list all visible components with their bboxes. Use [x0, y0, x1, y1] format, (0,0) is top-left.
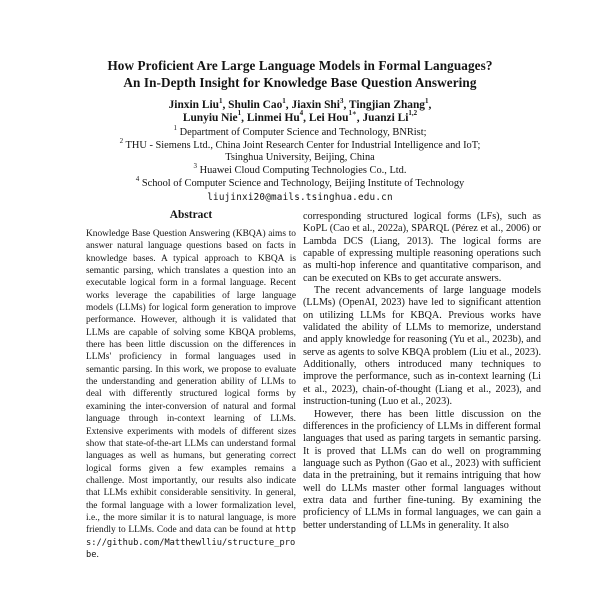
body-paragraph: However, there has been little discussion on the differences in the proficiency of LLMs in different formal languages that used as paring targets in semantic parsing. It is proved that LLMs can do well on programming language such as Python (Gao et al., 2023) with sufficient data in the pretraining, but it remains intriguing that how well do LLMs master other formal languages without extra data and further fine-tuning. By examining the proficiency of LLMs in formal languages, we can gain a better understanding of LLMs in generality. It also — [303, 408, 541, 531]
superscript-marker: 1 — [282, 96, 286, 105]
superscript-marker: 1 — [425, 96, 429, 105]
author-lines — [0, 96, 600, 124]
superscript-marker: 2 — [119, 136, 124, 145]
abstract-text-tail: . — [96, 549, 99, 560]
superscript-marker: 1 — [173, 124, 178, 133]
text-segment: , Shulin Cao — [222, 99, 283, 111]
text-segment: , Linmei Hu — [241, 111, 300, 124]
paper-title-line-1: How Proficient Are Large Language Models in Formal Languages? — [107, 58, 493, 73]
code-repository-link[interactable]: https://github.com/Matthewlliu/structure_probe — [86, 525, 296, 560]
text-segment: , Juanzi Li — [356, 111, 409, 124]
text-segment: School of Computer Science and Technology, Beijing Institute of Technology — [139, 177, 465, 189]
text-segment: THU - Siemens Ltd., China Joint Research Center for Industrial Intelligence and IoT; — [123, 139, 481, 151]
superscript-marker: 1,2 — [408, 109, 418, 118]
superscript-marker: 1∗ — [348, 109, 357, 118]
superscript-marker: 4 — [299, 109, 304, 118]
text-segment: , Lei Hou — [303, 111, 349, 124]
abstract-text: Knowledge Base Question Answering (KBQA) aims to answer natural language questions based on facts in knowledge bases. A typical approach to KBQA is semantic parsing, which translates a question into an executable logical form in a formal language. Recent works leverage the capabilities of large language models (LLMs) for logical form generation to improve performance. However, although it is validated that LLMs are capable of solving some KBQA problems, there has been little discussion on the differences in LLMs' proficiency in formal languages used in semantic parsing. In this work, we propose to evaluate the understanding and generation ability of LLMs to deal with differently structured logical forms by examining the inter-conversion of natural and formal language through in-context learning of LLMs. Extensive experiments with models of different sizes show that state-of-the-art LLMs can understand formal languages as well as humans, but generating correct logical forms given a few examples remains a challenge. Most importantly, our results also indicate that LLMs exhibit considerable sensitivity. In general, the formal language with a lower formalization level, i.e., the more similar it is to natural language, is more friendly to LLMs. Code and data can be found at — [86, 229, 296, 536]
affiliation-line — [0, 124, 600, 140]
paper-title-line-2: An In-Depth Insight for Knowledge Base Question Answering — [123, 75, 477, 90]
abstract-body — [86, 228, 296, 561]
paper-header — [0, 57, 600, 204]
affiliation-line — [0, 152, 600, 165]
superscript-marker: 3 — [339, 96, 344, 105]
abstract-section — [86, 209, 296, 561]
affiliation-line — [0, 174, 600, 191]
text-segment: Huawei Cloud Computing Technologies Co., Ltd. — [197, 164, 407, 176]
introduction-column — [303, 211, 541, 600]
text-segment: , Jiaxin Shi — [285, 99, 340, 111]
affiliation-line — [0, 136, 600, 153]
superscript-marker: 1 — [237, 109, 242, 118]
author-line — [0, 109, 600, 125]
contact-email: liujinxi20@mails.tsinghua.edu.cn — [207, 192, 393, 204]
abstract-heading: Abstract — [169, 209, 213, 221]
text-segment: Lunyiu Nie — [182, 111, 238, 124]
affiliation-lines — [0, 124, 600, 190]
text-segment: Tsinghua University, Beijing, China — [225, 152, 375, 164]
text-segment: Department of Computer Science and Technology, BNRist; — [177, 127, 427, 139]
text-segment: , Tingjian Zhang — [343, 99, 426, 111]
affiliation-line — [0, 162, 600, 178]
body-paragraph: corresponding structured logical forms (LFs), such as KoPL (Cao et al., 2022a), SPARQL (Pérez et al., 2006) or Lambda DCS (Liang, 2013). The logical forms are capable of expressing multiple reasoning operations such as multi-hop inference and quantitative comparison, and can be executed on KBs to get accurate answers. — [303, 211, 541, 284]
superscript-marker: 4 — [135, 174, 140, 183]
superscript-marker: 3 — [193, 162, 197, 170]
body-paragraph: The recent advancements of large language models (LLMs) (OpenAI, 2023) have led to significant attention on utilizing LLMs for KBQA. Previous works have validated the ability of LLMs to memorize, understand and apply knowledge for reasoning (Yu et al., 2023b), and serve as agents to solve KBQA problem (Liu et al., 2023). Additionally, others introduced many techniques to improve the performance, such as in-context learning (Li et al., 2023), chain-of-thought (Liang et al., 2023), and instruction-tuning (Luo et al., 2023). — [303, 285, 541, 408]
superscript-marker: 1 — [218, 96, 223, 105]
text-segment: , — [428, 99, 432, 111]
text-segment: Jinxin Liu — [168, 99, 219, 111]
